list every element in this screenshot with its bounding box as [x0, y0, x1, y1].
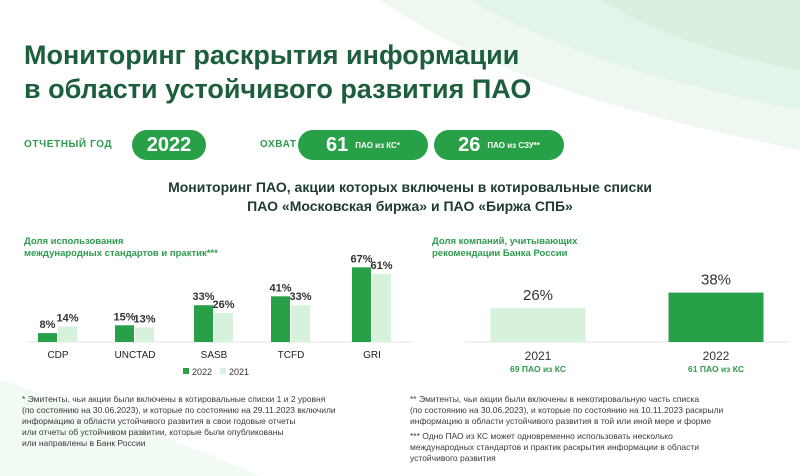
category-label-unctad: UNCTAD	[114, 350, 156, 361]
data-label-2021-cdp: 14%	[56, 312, 79, 325]
footnote-left	[22, 394, 402, 449]
footnote-right-line: (по состоянию на 30.06.2023), и которые по состоянию на 10.11.2023 раскрыли	[410, 405, 724, 415]
bar-2021-gri	[372, 274, 391, 342]
right-panel-label-line-1: Доля компаний, учитывающих	[432, 236, 578, 247]
footnote-left-line: информацию в области устойчивого развития в свои годовые отчеты	[22, 416, 296, 426]
title-line-1: Мониторинг раскрытия информации	[24, 40, 520, 70]
footnote-right-line: *** Одно ПАО из КС может одновременно использовать несколько	[410, 431, 673, 441]
data-label-2022-gri: 67%	[350, 253, 373, 266]
sublabel-2021: 69 ПАО из КС	[510, 364, 566, 374]
data-label-2021-sasb: 26%	[212, 299, 235, 312]
data-label-2022-unctad: 15%	[113, 311, 136, 324]
standards-usage-chart	[0, 250, 420, 385]
coverage-pill-szu	[434, 130, 564, 160]
chart-heading-line-2: ПАО «Московская биржа» и ПАО «Биржа СПБ»	[247, 198, 573, 214]
data-label-2021-unctad: 13%	[133, 313, 156, 326]
chart-heading	[130, 178, 690, 216]
bar-2022-gri	[352, 267, 371, 342]
legend-swatch-2022	[183, 368, 189, 374]
bar-2022-cdp	[38, 333, 57, 342]
data-label-2021: 26%	[522, 287, 554, 305]
category-label-cdp: CDP	[47, 350, 69, 361]
data-label-2022-cdp: 8%	[39, 319, 56, 332]
left-panel-label-line-2: международных стандартов и практик***	[24, 248, 218, 259]
legend-swatch-2021	[220, 368, 226, 374]
chart-heading-line-1: Мониторинг ПАО, акции которых включены в котировальные списки	[168, 179, 652, 195]
bar-2021	[491, 308, 586, 342]
page-title	[24, 38, 624, 106]
footnote-left-line: или направлены в Банк России	[22, 438, 146, 448]
footnote-right-line: информацию в области устойчивого развития в той или иной мере и форме	[410, 416, 712, 426]
coverage-label: ОХВАТ	[260, 139, 297, 150]
bar-2022	[669, 293, 764, 342]
footnote-right-1	[410, 394, 795, 427]
data-label-2022-tcfd: 41%	[269, 282, 292, 295]
report-year-label: ОТЧЕТНЫЙ ГОД	[24, 139, 113, 150]
category-label-tcfd: TCFD	[277, 350, 305, 361]
data-label-2022-sasb: 33%	[192, 291, 215, 304]
footnote-right-line: международных стандартов и практик раскрытия информации в области	[410, 442, 699, 452]
data-label-2021-gri: 61%	[370, 260, 393, 273]
footnote-right-line: ** Эмитенты, чьи акции были включены в некотировальную часть списка	[410, 394, 700, 404]
bar-2021-unctad	[135, 328, 154, 342]
coverage-ks-text: ПАО из КС*	[355, 140, 400, 150]
legend-label-2022: 2022	[192, 367, 213, 377]
category-label-2022: 2022	[702, 349, 730, 363]
footnote-right-line: устойчивого развития	[410, 453, 496, 463]
bar-2021-tcfd	[291, 305, 310, 342]
category-label-sasb: SASB	[200, 350, 228, 361]
report-year-pill	[132, 130, 206, 160]
footnote-right-2	[410, 431, 795, 464]
category-label-2021: 2021	[524, 349, 552, 363]
right-panel-label-line-2: рекомендации Банка России	[432, 248, 568, 259]
data-label-2021-tcfd: 33%	[289, 291, 312, 304]
bar-2022-unctad	[115, 325, 134, 342]
title-line-2: в области устойчивого развития ПАО	[24, 74, 532, 104]
category-label-gri: GRI	[363, 350, 381, 361]
legend-label-2021: 2021	[229, 367, 250, 377]
data-label-2022: 38%	[700, 271, 732, 289]
footnote-left-line: или отчеты об устойчивом развитии, которые были опубликованы	[22, 427, 284, 437]
coverage-szu-value: 26	[458, 133, 481, 156]
footnote-left-line: (по состоянию на 30.06.2023), и которые по состоянию на 29.11.2023 включили	[22, 405, 336, 415]
coverage-pill-ks	[298, 130, 428, 160]
coverage-szu-text: ПАО из СЗУ**	[487, 140, 540, 150]
bar-2021-cdp	[58, 326, 77, 342]
footnote-left-line: * Эмитенты, чьи акции были включены в котировальные списки 1 и 2 уровня	[22, 394, 326, 404]
coverage-ks-value: 61	[326, 133, 349, 156]
bank-recommendations-chart	[420, 250, 800, 385]
bar-2021-sasb	[214, 313, 233, 342]
left-panel-label-line-1: Доля использования	[24, 236, 124, 247]
bar-2022-sasb	[194, 305, 213, 342]
bar-2022-tcfd	[271, 296, 290, 342]
report-year-value: 2022	[146, 133, 192, 156]
sublabel-2022: 61 ПАО из КС	[688, 364, 744, 374]
